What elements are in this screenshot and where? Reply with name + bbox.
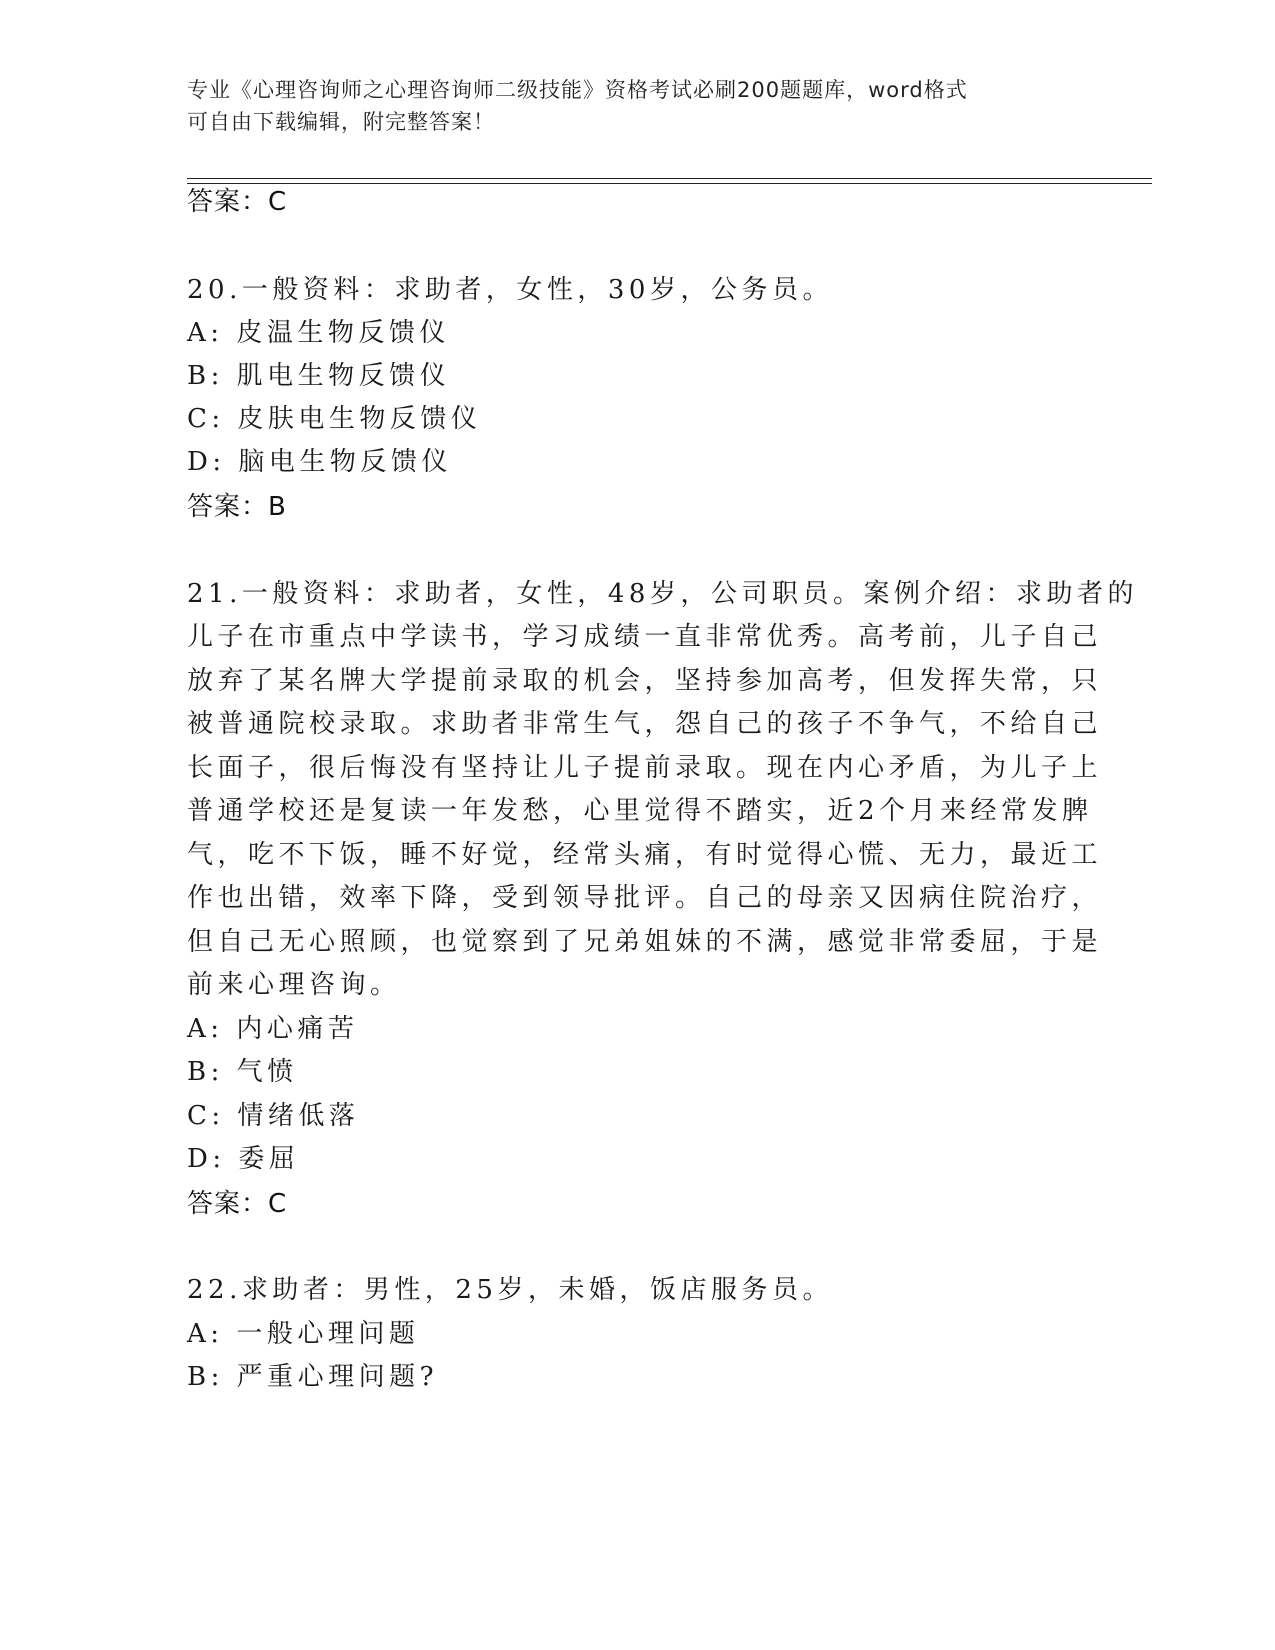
option-label: C: [187, 404, 225, 434]
option-text: 一般心理问题 [236, 1319, 420, 1349]
question-text: 求助者：男性，25岁，未婚，饭店服务员。 [241, 1275, 833, 1305]
question-21-stem-line-8: 作也出错，效率下降，受到领导批评。自己的母亲又因病住院治疗， [187, 883, 1103, 913]
question-text: 一般资料：求助者，女性，48岁，公司职员。案例介绍：求助者的 [241, 579, 1138, 609]
question-number: 22. [187, 1275, 242, 1305]
option-label: B: [187, 361, 224, 391]
question-22-option-b [187, 1355, 438, 1400]
question-21-option-a [187, 1007, 358, 1052]
question-22-stem [187, 1268, 833, 1313]
question-21-stem-line-4: 被普通院校录取。求助者非常生气，怨自己的孩子不争气，不给自己 [187, 709, 1103, 739]
document-header [187, 74, 1067, 138]
question-20-stem [187, 268, 833, 313]
question-21-option-d [187, 1137, 299, 1182]
answer-prev: 答案：C [187, 187, 288, 217]
option-label: B: [187, 1362, 224, 1392]
option-label: B: [187, 1057, 224, 1087]
option-text: 内心痛苦 [236, 1014, 359, 1044]
option-text: 脑电生物反馈仪 [238, 447, 452, 477]
option-text: 气愤 [236, 1057, 298, 1087]
header-line-1: 专业《心理咨询师之心理咨询师二级技能》资格考试必刷200题题库，word格式 [187, 78, 968, 102]
question-20-option-a [187, 311, 450, 356]
option-text: 皮肤电生物反馈仪 [237, 404, 482, 434]
question-20-option-c [187, 397, 481, 442]
option-label: C: [187, 1101, 225, 1131]
question-21-stem-line-7: 气，吃不下饭，睡不好觉，经常头痛，有时觉得心慌、无力，最近工 [187, 840, 1103, 870]
question-21-stem-line-2: 儿子在市重点中学读书，学习成绩一直非常优秀。高考前，儿子自己 [187, 622, 1103, 652]
option-text: 皮温生物反馈仪 [236, 318, 450, 348]
header-divider-top [187, 178, 1152, 179]
question-20-answer: 答案：B [187, 492, 287, 522]
option-label: A: [187, 1319, 224, 1349]
question-20-option-b [187, 354, 450, 399]
question-number: 21. [187, 579, 242, 609]
question-21-stem-line-5: 长面子，很后悔没有坚持让儿子提前录取。现在内心矛盾，为儿子上 [187, 753, 1103, 783]
header-line-2: 可自由下载编辑，附完整答案！ [187, 110, 495, 134]
option-label: D: [187, 447, 226, 477]
header-divider-bottom [187, 183, 1152, 184]
question-21-option-b [187, 1050, 298, 1095]
question-20-option-d [187, 440, 452, 485]
question-text: 一般资料：求助者，女性，30岁，公务员。 [241, 275, 833, 305]
option-label: D: [187, 1144, 226, 1174]
question-21-stem-line-10: 前来心理咨询。 [187, 970, 401, 1000]
option-label: A: [187, 318, 224, 348]
option-text: 严重心理问题? [236, 1362, 439, 1392]
question-21-stem-line-9: 但自己无心照顾，也觉察到了兄弟姐妹的不满，感觉非常委屈，于是 [187, 927, 1103, 957]
option-label: A: [187, 1014, 224, 1044]
option-text: 肌电生物反馈仪 [236, 361, 451, 391]
question-21-stem-line-3: 放弃了某名牌大学提前录取的机会，坚持参加高考，但发挥失常，只 [187, 666, 1103, 696]
option-text: 委屈 [238, 1144, 300, 1174]
question-21-stem-line-1 [187, 572, 1138, 617]
question-21-stem-line-6: 普通学校还是复读一年发愁，心里觉得不踏实，近2个月来经常发脾 [187, 796, 1093, 826]
question-number: 20. [187, 275, 242, 305]
question-21-answer: 答案：C [187, 1189, 288, 1219]
option-text: 情绪低落 [237, 1101, 360, 1131]
question-21-option-c [187, 1094, 359, 1139]
question-22-option-a [187, 1312, 419, 1357]
